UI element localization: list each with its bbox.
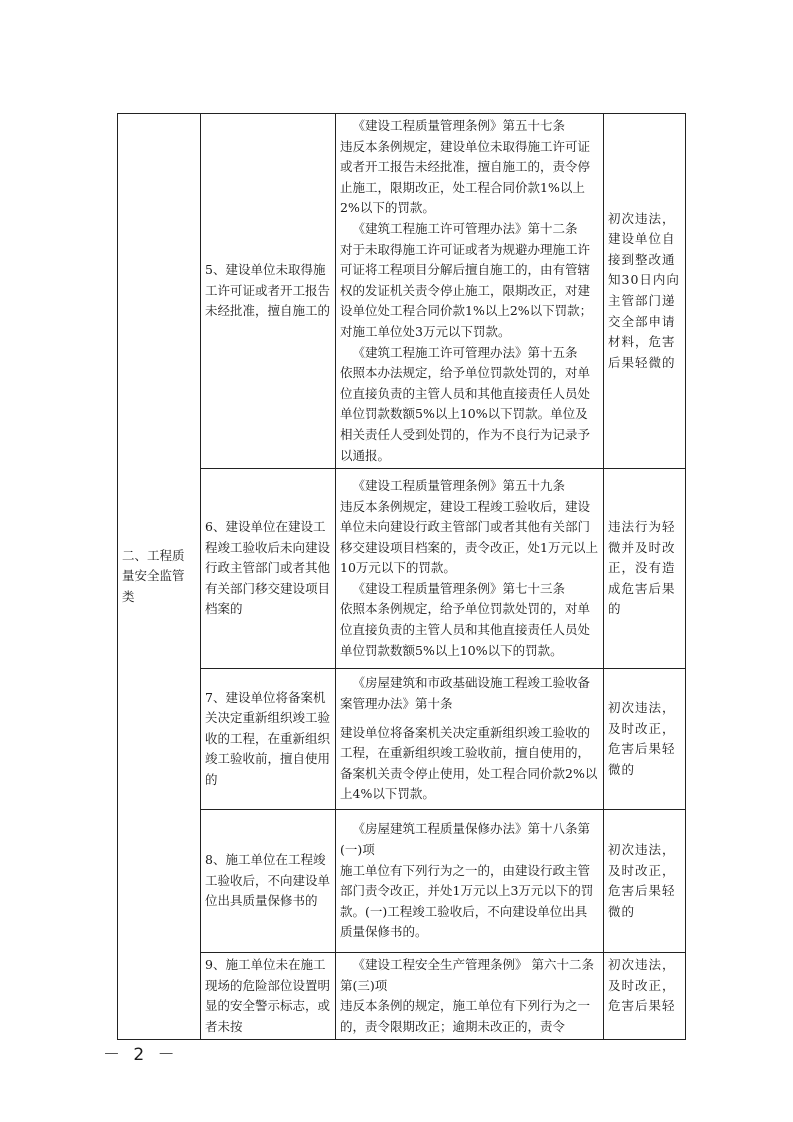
item-cell: 6、建设单位在建设工程竣工验收后未向建设行政主管部门或者其他有关部门移交建设项目档案的 bbox=[201, 469, 336, 669]
law-reference: 《建设工程质量管理条例》第七十三条 bbox=[352, 580, 566, 596]
penalty-table bbox=[117, 113, 686, 1040]
law-text: 施工单位有下列行为之一的，由建设行政主管部门责令改正，并处1万元以上3万元以下的罚款。(一)工程竣工验收后，不向建设单位出具质量保修书的。 bbox=[340, 862, 594, 940]
condition-cell: 初次违法，及时改正，危害后果轻微的 bbox=[604, 810, 686, 953]
law-text: 违反本条例的规定，施工单位有下列行为之一的，责令限期改正；逾期未改正的，责令 bbox=[340, 998, 591, 1034]
law-reference: 《房屋建筑和市政基础设施工程竣工验收备案管理办法》第十条 bbox=[340, 675, 591, 711]
table-row bbox=[118, 114, 686, 469]
condition-cell: 初次违法，及时改正，危害后果轻 bbox=[604, 953, 686, 1040]
law-text: 对于未取得施工许可证或者为规避办理施工许可证将工程项目分解后擅自施工的，由有管辖权的发证机关责令停止施工，限期改正，对建设单位处工程合同价款1%以上2%以下罚款；对施工单位处3万元以下罚款。 bbox=[340, 241, 593, 339]
law-text: 违反本条例规定，建设单位未取得施工许可证或者开工报告未经批准，擅自施工的，责令停止施工，限期改正，处工程合同价款1%以上2%以下的罚款。 bbox=[340, 138, 591, 216]
law-cell bbox=[336, 810, 604, 953]
law-reference: 《建设工程质量管理条例》第五十七条 bbox=[352, 118, 566, 133]
law-reference: 《建设工程安全生产管理条例》 第六十二条第(三)项 bbox=[340, 957, 594, 993]
law-text: 依照本条例规定，给予单位罚款处罚的，对单位直接负责的主管人员和其他直接责任人员处单位罚款数额5%以上10%以下的罚款。 bbox=[340, 601, 591, 658]
law-reference: 《建设工程质量管理条例》第五十九条 bbox=[352, 477, 566, 493]
law-cell bbox=[336, 114, 604, 469]
law-text: 依照本办法规定，给予单位罚款处罚的，对单位直接负责的主管人员和其他直接责任人员处单位罚款数额5%以上10%以下罚款。单位及相关责任人受到处罚的，作为不良行为记录予以通报。 bbox=[340, 365, 591, 463]
category-cell: 二、工程质量安全监管类 bbox=[118, 114, 201, 1040]
item-cell: 7、建设单位将备案机关决定重新组织竣工验收的工程，在重新组织竣工验收前，擅自使用的 bbox=[201, 669, 336, 810]
law-cell bbox=[336, 953, 604, 1040]
law-cell bbox=[336, 469, 604, 669]
law-text: 违反本条例规定，建设工程竣工验收后，建设单位未向建设行政主管部门或者其他有关部门移交建设项目档案的，责令改正，处1万元以上10万元以下的罚款。 bbox=[340, 498, 598, 576]
table-row bbox=[118, 953, 686, 1040]
condition-cell: 违法行为轻微并及时改正，没有造成危害后果的 bbox=[604, 469, 686, 669]
item-cell: 8、施工单位在工程竣工验收后，不向建设单位出具质量保修书的 bbox=[201, 810, 336, 953]
table-row bbox=[118, 469, 686, 669]
law-cell bbox=[336, 669, 604, 810]
law-text: 建设单位将备案机关决定重新组织竣工验收的工程，在重新组织竣工验收前，擅自使用的，备案机关责令停止使用，处工程合同价款2%以上4%以下罚款。 bbox=[340, 724, 598, 802]
law-reference: 《建筑工程施工许可管理办法》第十二条 bbox=[352, 220, 578, 236]
item-cell: 9、施工单位未在施工现场的危险部位设置明显的安全警示标志，或者未按 bbox=[201, 953, 336, 1040]
condition-cell: 初次违法，及时改正，危害后果轻微的 bbox=[604, 669, 686, 810]
law-reference: 《建筑工程施工许可管理办法》第十五条 bbox=[352, 344, 578, 360]
item-cell: 5、建设单位未取得施工许可证或者开工报告未经批准，擅自施工的 bbox=[201, 114, 336, 469]
law-reference: 《房屋建筑工程质量保修办法》第十八条第(一)项 bbox=[340, 821, 591, 857]
condition-cell: 初次违法，建设单位自接到整改通知30日内向主管部门递交全部申请材料，危害后果轻微的 bbox=[604, 114, 686, 469]
table-row bbox=[118, 669, 686, 810]
table-row bbox=[118, 810, 686, 953]
page-number: － 2 － bbox=[103, 1045, 179, 1065]
